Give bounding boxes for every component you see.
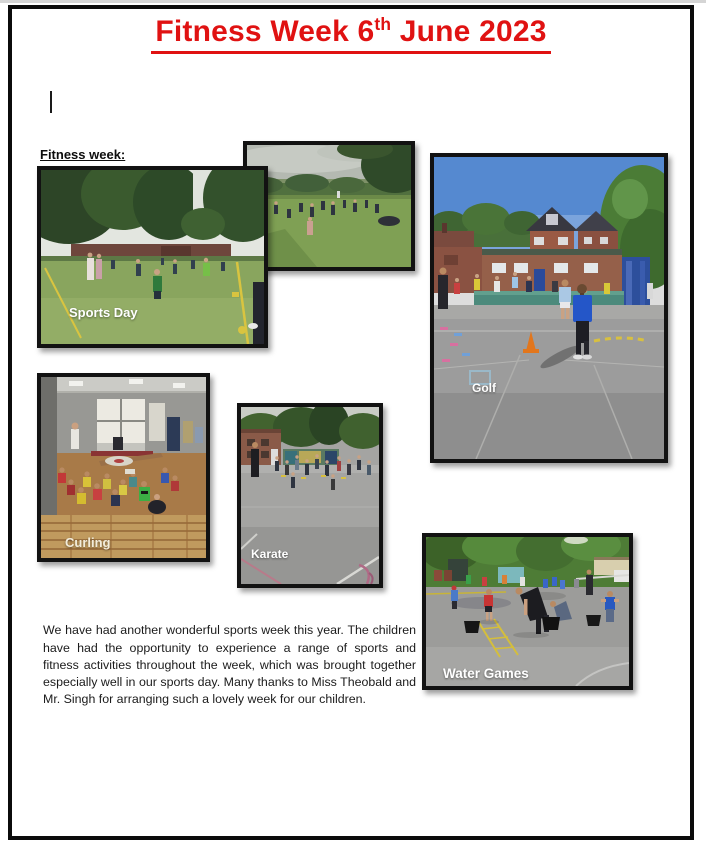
photo-golf[interactable] bbox=[430, 153, 668, 463]
photo-curling[interactable] bbox=[37, 373, 210, 562]
title-suffix: June 2023 bbox=[391, 15, 547, 48]
title-superscript: th bbox=[374, 14, 392, 34]
photo-school-field[interactable] bbox=[243, 141, 415, 271]
photo-water-games[interactable] bbox=[422, 533, 633, 690]
text-cursor bbox=[50, 91, 52, 113]
photo-karate[interactable] bbox=[237, 403, 383, 588]
golf-image bbox=[434, 157, 664, 459]
window-edge bbox=[0, 0, 706, 3]
section-heading: Fitness week: bbox=[40, 147, 126, 162]
page-title bbox=[8, 15, 694, 54]
water-games-image bbox=[426, 537, 629, 686]
body-paragraph: We have had another wonderful sports week this year. The children have had the opportunity to experience a range of sports and fitness activities throughout the week, which was brought together especially well in our sports day. Many thanks to Miss Theobald and Mr. Singh for arranging such a lovely week for our children. bbox=[43, 623, 416, 707]
photo-label-water-games: Water Games bbox=[443, 666, 529, 681]
school-field-image bbox=[247, 145, 411, 267]
page-title-text bbox=[151, 15, 550, 54]
photo-sports-day[interactable] bbox=[37, 166, 268, 348]
title-prefix: Fitness Week 6 bbox=[155, 15, 375, 48]
curling-image bbox=[41, 377, 206, 558]
photo-label-golf: Golf bbox=[472, 381, 496, 395]
photo-label-curling: Curling bbox=[65, 535, 111, 550]
photo-label-karate: Karate bbox=[251, 547, 289, 561]
photo-label-sports-day: Sports Day bbox=[69, 305, 138, 320]
